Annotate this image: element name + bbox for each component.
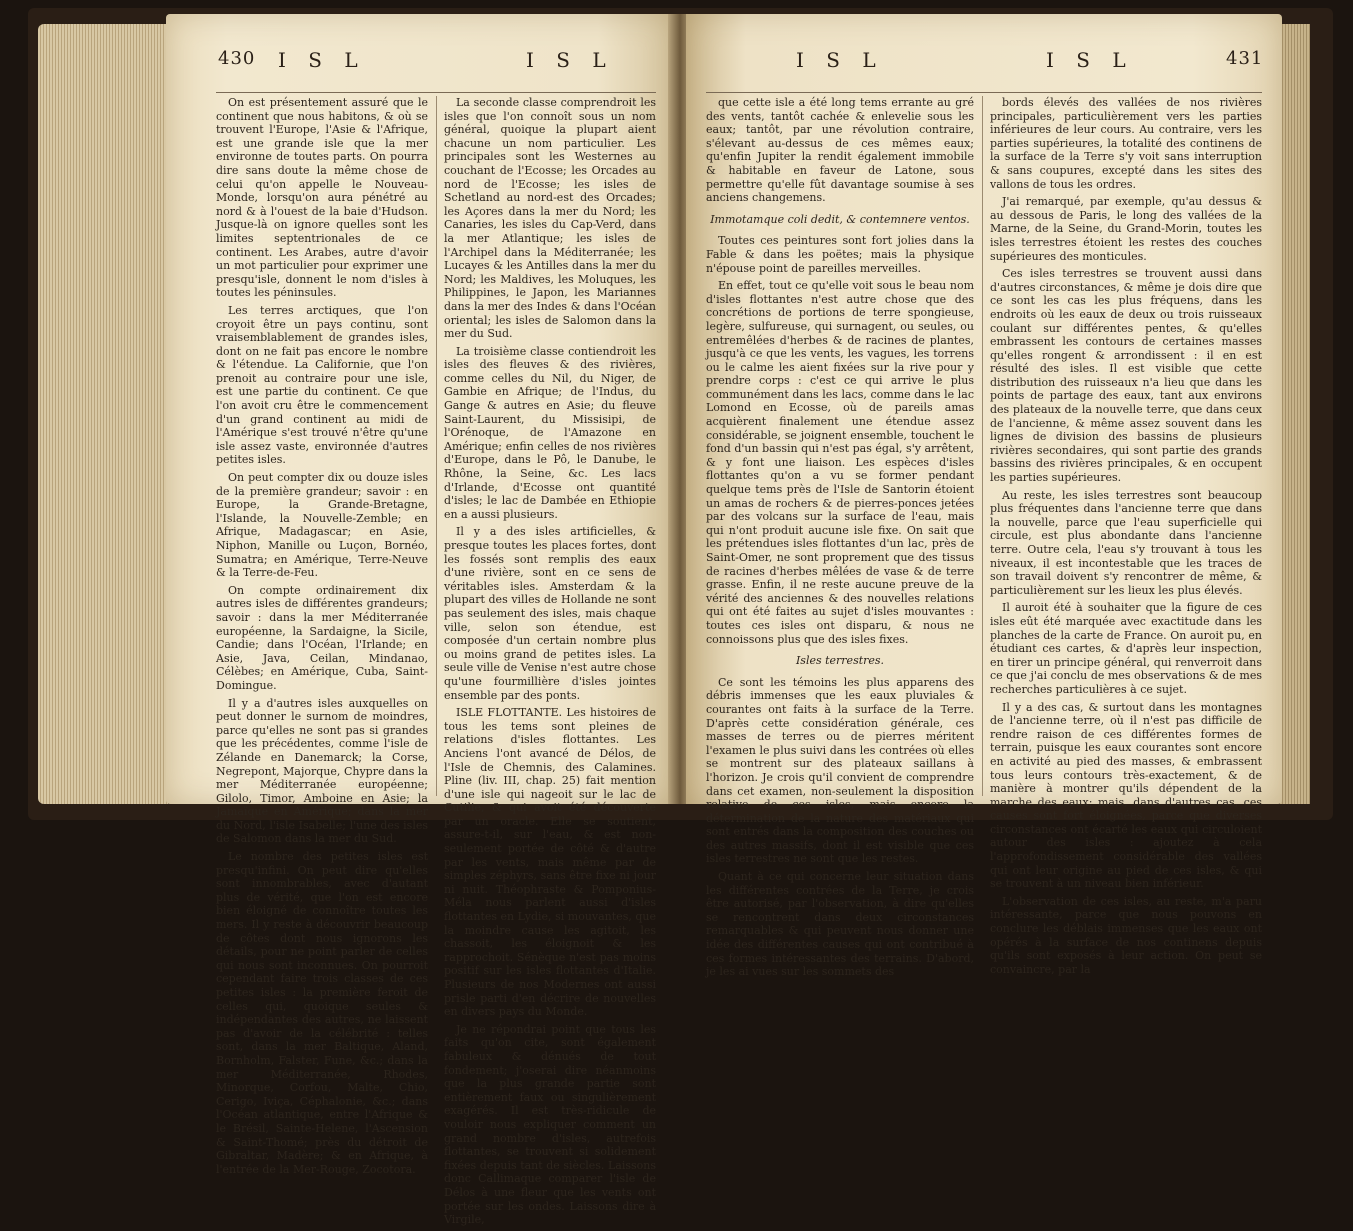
- paragraph: En effet, tout ce qu'elle voit sous le beau nom d'isles flottantes n'est autre chose que des concrétions de portions de terre spongieuse, legère, sulfureuse, qui surnagent, ou seules, ou entremêlées d'herbes & de racines de plantes, jusqu'à ce que les vents, les vagues, les torrens ou le calme les aient fixées sur la rive pour y prendre corps : c'est ce qui arrive le plus communément dans les lacs, comme dans le lac Lomond en Ecosse, où de pareils amas acquièrent finalement une étendue assez considérable, se joignent ensemble, touchent le fond d'un bassin qui n'est pas égal, s'y arrêtent, & y font une liaison. Les espèces d'isles flottantes qu'on a vu se former pendant quelque tems près de l'Isle de Santorin étoient un amas de rochers & de pierres-ponces jetées par des volcans sur la surface de l'eau, mais qui n'ont produit aucune isle fixe. On sait que les prétendues isles flottantes d'un lac, près de Saint-Omer, ne sont proprement que des tissus de racines d'herbes mêlées de vase & de terre grasse. Enfin, il ne reste aucune preuve de la vérité des anciennes & des nouvelles relations qui ont été faites au sujet d'isles mouvantes : toutes ces isles ont disparu, & nous ne connoissons plus que des isles fixes.: [706, 279, 974, 646]
- section-heading: Isles terrestres.: [795, 654, 885, 668]
- paragraph: La troisième classe contiendroit les isles des fleuves & des rivières, comme celles du Nil, du Niger, de Gambie en Afrique; de l'Indus, du Gange & autres en Asie; du fleuve Saint-Laurent, du Missisipi, de l'Orénoque, de l'Amazone en Amérique; enfin celles de nos rivières d'Europe, dans le Pô, le Danube, le Rhône, la Seine, &c. Les lacs d'Irlande, d'Ecosse ont quantité d'isles; le lac de Dambée en Ethiopie en a aussi plusieurs.: [444, 344, 656, 521]
- paragraph: Il y a d'autres isles auxquelles on peut donner le surnom de moindres, parce qu'elles ne sont pas si grandes que les précédentes, comme l'isle de Zélande en Danemarck; la Corse, Negrepont, Majorque, Chypre dans la mer Méditerranée européenne; Gilolo, Timor, Amboine en Asie; la Jamaïque en Amérique; dans la mer du Nord, l'isle Isabelle; l'une des isles de Salomon dans la mer du Sud.: [216, 696, 428, 846]
- running-head: I S L: [278, 48, 366, 72]
- verse-quote: Immotamque coli dedit, & contemnere ventos.: [710, 212, 970, 226]
- paragraph: Il y a des isles artificielles, & presque toutes les places fortes, dont les fossés sont remplis des eaux d'une rivière, sont en ce sens de véritables isles. Amsterdam & la plupart des villes de Hollande ne sont pas seulement des isles, mais chaque ville, selon son étendue, est composée d'un certain nombre plus ou moins grand de petites isles. La seule ville de Venise n'est autre chose qu'une fourmillière d'isles jointes ensemble par des ponts.: [444, 525, 656, 702]
- column-divider: [436, 96, 437, 796]
- right-page-header: [686, 48, 1282, 82]
- paragraph: J'ai remarqué, par exemple, qu'au dessus & au dessous de Paris, le long des vallées de la Marne, de la Seine, du Grand-Morin, toutes les isles terrestres étoient les restes des couches supérieures des monticules.: [990, 195, 1262, 263]
- paragraph: Au reste, les isles terrestres sont beaucoup plus fréquentes dans l'ancienne terre que dans la nouvelle, parce que l'eau superficielle qui circule, est plus abondante dans l'ancienne terre. Outre cela, l'eau s'y trouvant à tous les niveaux, il est incontestable que les traces de son travail doivent s'y rencontrer de même, & particulièrement sur les lieux les plus élevés.: [990, 488, 1262, 597]
- paragraph: Quant à ce qui concerne leur situation dans les différentes contrées de la Terre, je crois être autorisé, par l'observation, à dire qu'elles se rencontrent dans deux circonstances remarquables & qui peuvent nous donner une idée des différentes causes qui ont contribué à ces formes intéressantes des terrains. D'abord, je les ai vues sur les sommets des: [706, 870, 974, 979]
- page-number: 430: [218, 48, 256, 69]
- paragraph: Ce sont les témoins les plus apparens des débris immenses que les eaux pluviales & courantes ont faits à la surface de la Terre. D'après cette considération générale, ces masses de terres ou de pierres méritent l'examen le plus suivi dans les contrées où elles se montrent sur des plateaux saillans à l'horizon. Je crois qu'il convient de comprendre dans cet examen, non-seulement la disposition relative de ces isles, mais encore la détermination de la nature des matériaux qui sont entrés dans la composition des couches ou des autres massifs, dont il est visible que ces isles terrestres ne sont que les restes.: [706, 675, 974, 866]
- left-page-header: [166, 48, 674, 82]
- header-rule: [216, 92, 656, 93]
- paragraph: On compte ordinairement dix autres isles de différentes grandeurs; savoir : dans la mer Méditerranée européenne, la Sardaigne, la Sicile, Candie; dans l'Océan, l'Irlande; en Asie, Java, Ceilan, Mindanao, Célèbes; en Amérique, Cuba, Saint-Domingue.: [216, 583, 428, 692]
- running-head: I S L: [526, 48, 614, 72]
- left-column-2: [444, 96, 656, 1231]
- paragraph: ISLE FLOTTANTE. Les histoires de tous les tems sont pleines de relations d'isles flottantes. Les Anciens l'ont avancé de Délos, de l'Isle de Chemnis, des Calamines. Pline (liv. III, chap. 25) fait mention d'une isle qui nageoit sur le lac de Cutilie, & qui avoit été découverte par un oracle. Elle se soutient, assure-t-il, sur l'eau, & est non-seulement portée de côté & d'autre par les vents, mais même par de simples zéphyrs, sans être fixe ni jour ni nuit. Théophraste & Pomponius-Méla nous parlent aussi d'isles flottantes en Lydie, si mouvantes, que la moindre cause les agitoit, les chassoit, les éloignoit & les rapprochoit. Sénèque n'est pas moins positif sur les isles flottantes d'Italie. Plusieurs de nos Modernes ont aussi prisle parti d'en décrire de nouvelles en divers pays du Monde.: [444, 706, 656, 1019]
- paragraph: Il y a des cas, & surtout dans les montagnes de l'ancienne terre, où il n'est pas difficile de rendre raison de ces différentes formes de terrain, puisque les eaux courantes sont encore en activité au pied des masses, & embrassent tous leurs contours très-exactement, & de manière à montrer qu'ils dépendent de la marche des eaux; mais, dans d'autres cas, ces causes sont fort éloignées, parce que diverses circonstances ont écarté les eaux qui circuloient autour des isles : ajoutez à cela l'approfondissement considérable des vallées qui ont leur origine au pied de ces isles, & qui se trouvent à un niveau bien inférieur.: [990, 700, 1262, 891]
- paragraph: Le nombre des petites isles est presqu'infini. On peut dire qu'elles sont innombrables, avec d'autant plus de vérité, que l'on est encore bien éloigné de connoître toutes les mers. Il y reste à découvrir beaucoup de côtes dont nous ignorons les détails, pour ne point parler de celles qui nous sont inconnues. On pourroit cependant faire trois classes de ces petites isles : la première feroit de celles qui, quoique seules & indépendantes des autres, ne laissent pas d'avoir de la célébrité : telles sont, dans la mer Baltique, Aland, Bornholm, Falster, Fune, &c.; dans la mer Méditerranée, Rhodes, Minorque, Corfou, Malte, Chio, Cerigo, Iviça, Céphalonie, &c.; dans l'Océan atlantique, entre l'Afrique & le Brésil, Sainte-Helene, l'Ascension & Saint-Thomé; près du détroit de Gibraltar, Madère; & en Afrique, à l'entrée de la Mer-Rouge, Zocotora.: [216, 850, 428, 1176]
- page-edges-left: [38, 24, 168, 804]
- paragraph: Il auroit été à souhaiter que la figure de ces isles eût été marquée avec exactitude dans les planches de la carte de France. On auroit pu, en étudiant ces cartes, & d'après leur inspection, en tirer un principe général, qui renverroit dans ce que j'ai conclu de mes observations & de mes recherches particulières à ce sujet.: [990, 601, 1262, 696]
- left-column-1: [216, 96, 428, 1180]
- paragraph: On est présentement assuré que le continent que nous habitons, & où se trouvent l'Europe, l'Asie & l'Afrique, est une grande isle que la mer environne de toutes parts. On pourra dire sans doute la même chose de celui qu'on appelle le Nouveau-Monde, lorsqu'on aura pénétré au nord & à l'ouest de la baie d'Hudson. Jusque-là on ignore quelles sont les limites septentrionales de ce continent. Les Arabes, autre d'avoir un mot particulier pour exprimer une presqu'isle, donnent le nom d'isles à toutes les péninsules.: [216, 96, 428, 300]
- running-head: I S L: [1046, 48, 1134, 72]
- right-page: [686, 14, 1282, 979]
- right-column-1: [706, 96, 974, 983]
- paragraph: Toutes ces peintures sont fort jolies dans la Fable & dans les poëtes; mais la physique n'épouse point de pareilles merveilles.: [706, 234, 974, 275]
- paragraph: bords élevés des vallées de nos rivières principales, particulièrement vers les parties inférieures de leur cours. Au contraire, vers les parties supérieures, la totalité des continens de la surface de la Terre s'y voit sans interruption & sans coupures, excepté dans les sites des vallons de tous les ordres.: [990, 96, 1262, 191]
- paragraph: L'observation de ces isles, au reste, m'a paru intéressante, parce que nous pouvons en conclure les déblais immenses que les eaux ont opérés à la surface de nos continens depuis qu'ils sont exposés à leur action. On peut se convaincre, par la: [990, 894, 1262, 976]
- paragraph: La seconde classe comprendroit les isles que l'on connoît sous un nom général, quoique la plupart aient chacune un nom particulier. Les principales sont les Westernes au couchant de l'Ecosse; les Orcades au nord de l'Ecosse; les isles de Schetland au nord-est des Orcades; les Açores dans la mer du Nord; les Canaries, les isles du Cap-Verd, dans la mer Atlantique; les isles de l'Archipel dans la Méditerranée; les Lucayes & les Antilles dans la mer du Nord; les Maldives, les Moluques, les Philippines, le Japon, les Mariannes dans la mer des Indes & dans l'Océan oriental; les isles de Salomon dans la mer du Sud.: [444, 96, 656, 341]
- column-divider: [982, 96, 983, 796]
- header-rule: [706, 92, 1262, 93]
- paragraph: Les terres arctiques, que l'on croyoit être un pays continu, sont vraisemblablement de grandes isles, dont on ne fait pas encore le nombre & l'étendue. La Californie, que l'on prenoit au contraire pour une isle, est une partie du continent. Ce que l'on avoit cru être le commencement d'un grand continent au midi de l'Amérique s'est trouvé n'être qu'une isle assez vaste, environnée d'autres petites isles.: [216, 303, 428, 467]
- running-head: I S L: [796, 48, 884, 72]
- paragraph: que cette isle a été long tems errante au gré des vents, tantôt cachée & enlevelie sous les eaux; tantôt, par une révolution contraire, s'élevant au-dessus de ces mêmes eaux; qu'enfin Jupiter la rendit également immobile & habitable en faveur de Latone, sous permettre qu'elle fût davantage soumise à ses anciens changemens.: [706, 96, 974, 205]
- page-edges-right: [1280, 24, 1310, 804]
- page-number: 431: [1226, 48, 1264, 69]
- right-column-2: [990, 96, 1262, 980]
- left-page: [166, 14, 674, 1227]
- paragraph: Ces isles terrestres se trouvent aussi dans d'autres circonstances, & même je dois dire que ce sont les cas les plus fréquens, dans les endroits où les eaux de deux ou trois ruisseaux coulant sur différentes pentes, & qu'elles embrassent les contours de certaines masses qu'elles rongent & arrondissent : il en est résulté des isles. Il est visible que cette distribution des ruisseaux n'a lieu que dans les points de partage des eaux, tant aux environs des plateaux de la nouvelle terre, que dans ceux de l'ancienne, & même assez souvent dans les lignes de division des bassins de plusieurs rivières secondaires, qui sont partie des grands bassins des rivières principales, & en occupent les parties supérieures.: [990, 267, 1262, 485]
- paragraph: On peut compter dix ou douze isles de la première grandeur; savoir : en Europe, la Grande-Bretagne, l'Islande, la Nouvelle-Zemble; en Afrique, Madagascar; en Asie, Niphon, Manille ou Luçon, Bornéo, Sumatra; en Amérique, Terre-Neuve & la Terre-de-Feu.: [216, 471, 428, 580]
- paragraph: Je ne répondrai point que tous les faits qu'on cite, sont également fabuleux & dénués de tout fondement; j'oserai dire néanmoins que la plus grande partie sont entièrement faux ou singulièrement exagérés. Il est très-ridicule de vouloir nous expliquer comment un grand nombre d'isles, autrefois flottantes, se trouvent si solidement fixées depuis tant de siècles. Laissons donc Callimaque comparer l'isle de Délos à une fleur que les vents ont portée sur les ondes. Laissons dire à Virgile,: [444, 1022, 656, 1227]
